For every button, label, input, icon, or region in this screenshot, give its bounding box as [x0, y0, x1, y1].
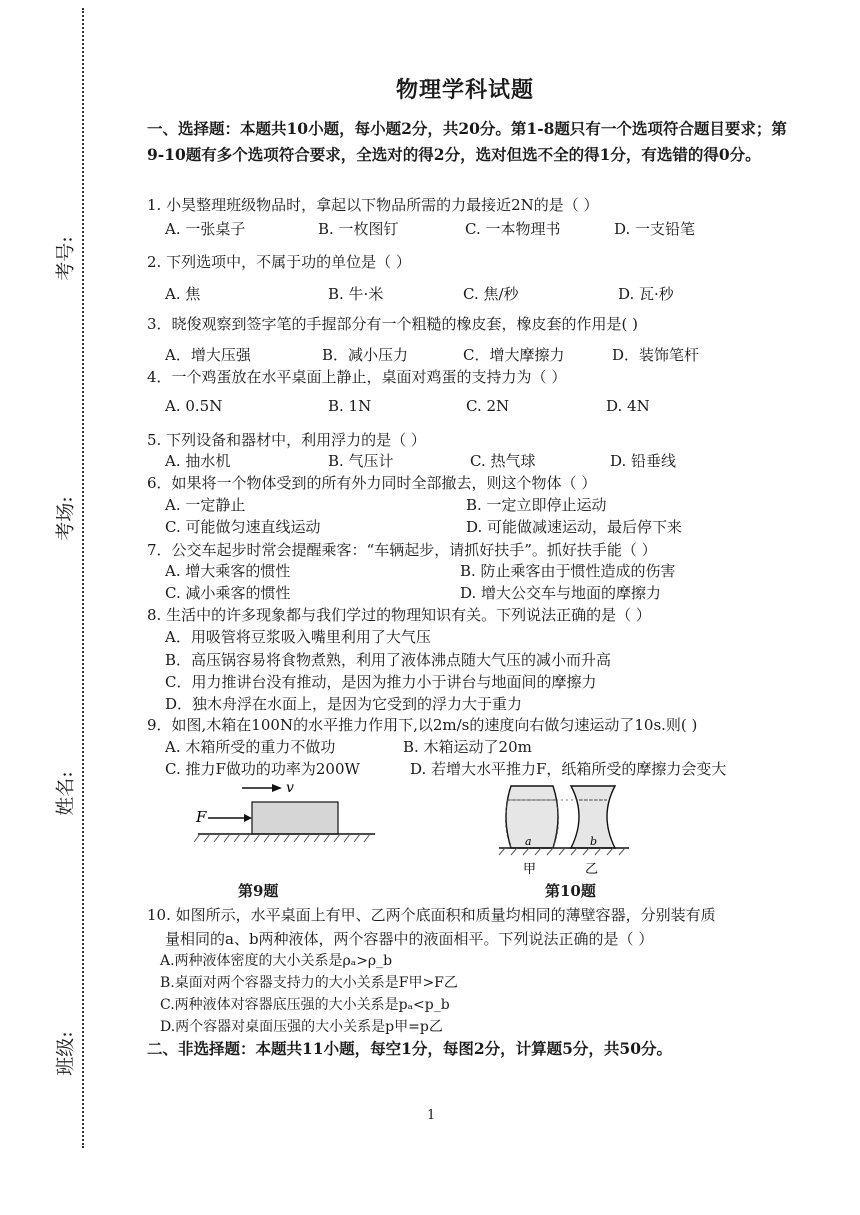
- section-2-heading: 二、非选择题：本题共11小题，每空1分，每图2分，计算题5分，共50分。: [147, 1039, 672, 1058]
- figure-9-caption: 第9题: [238, 882, 279, 900]
- q4-option-d: D. 4N: [606, 397, 650, 415]
- q5-option-b: B. 气压计: [328, 452, 394, 470]
- velocity-label: v: [286, 780, 294, 796]
- class-label: 班级:: [54, 1031, 77, 1076]
- q2-option-a: A. 焦: [165, 285, 201, 303]
- liquid-a-label: a: [525, 835, 532, 848]
- q7-option-a: A. 增大乘客的惯性: [165, 562, 291, 580]
- figure-10-diagram: [495, 778, 635, 878]
- q9-option-a: A. 木箱所受的重力不做功: [165, 738, 336, 756]
- q2-option-c: C. 焦/秒: [463, 285, 519, 303]
- question-3-stem: 3．晓俊观察到签字笔的手握部分有一个粗糙的橡皮套，橡皮套的作用是( ): [147, 315, 639, 333]
- q4-option-c: C. 2N: [466, 397, 510, 415]
- question-7-stem: 7．公交车起步时常会提醒乘客：“车辆起步，请抓好扶手”。抓好扶手能（ ）: [147, 541, 657, 559]
- q4-option-a: A. 0.5N: [165, 397, 223, 415]
- q5-option-d: D. 铅垂线: [610, 452, 677, 470]
- force-label: F: [196, 808, 207, 826]
- q8-option-c: C．用力推讲台没有推动，是因为推力小于讲台与地面间的摩擦力: [165, 673, 597, 691]
- q7-option-d: D. 增大公交车与地面的摩擦力: [460, 584, 662, 602]
- q9-option-c: C. 推力F做功的功率为200W: [165, 760, 360, 778]
- exam-room-label: 考场:: [54, 496, 77, 541]
- container-jia: [506, 786, 558, 848]
- q2-option-b: B. 牛·米: [328, 285, 384, 303]
- question-2-stem: 2. 下列选项中，不属于功的单位是（ ）: [147, 253, 411, 271]
- q5-option-c: C. 热气球: [470, 452, 536, 470]
- q1-option-d: D. 一支铅笔: [614, 220, 696, 238]
- label-jia: 甲: [523, 862, 537, 877]
- figure-9-diagram: [190, 772, 380, 852]
- q8-option-a: A．用吸管将豆浆吸入嘴里利用了大气压: [165, 628, 431, 646]
- question-10-stem-line-1: 10. 如图所示，水平桌面上有甲、乙两个底面积和质量均相同的薄壁容器，分别装有质: [147, 906, 716, 924]
- q9-option-d: D. 若增大水平推力F，纸箱所受的摩擦力会变大: [410, 760, 727, 778]
- q2-option-d: D. 瓦·秒: [618, 285, 674, 303]
- question-10-stem-line-2: 量相同的a、b两种液体，两个容器中的液面相平。下列说法正确的是（ ）: [165, 930, 654, 948]
- q10-option-d: D.两个容器对桌面压强的大小关系是p甲=p乙: [160, 1019, 443, 1035]
- q6-option-a: A. 一定静止: [165, 496, 246, 514]
- q3-option-c: C．增大摩擦力: [463, 346, 565, 364]
- q10-option-c: C.两种液体对容器底压强的大小关系是pₐ<p_b: [160, 997, 450, 1013]
- q7-option-c: C. 减小乘客的惯性: [165, 584, 291, 602]
- q3-option-d: D．装饰笔杆: [612, 346, 700, 364]
- q10-option-a: A.两种液体密度的大小关系是ρₐ>ρ_b: [160, 953, 393, 969]
- student-name-label: 姓名:: [54, 771, 77, 816]
- q1-option-b: B. 一枚图钉: [318, 220, 399, 238]
- q5-option-a: A. 抽水机: [165, 452, 231, 470]
- figure-10-caption: 第10题: [545, 882, 596, 900]
- question-9-stem: 9．如图,木箱在100N的水平推力作用下,以2m/s的速度向右做匀速运动了10s.则( ): [147, 716, 698, 734]
- q3-option-a: A．增大压强: [165, 346, 251, 364]
- q6-option-c: C. 可能做匀速直线运动: [165, 518, 321, 536]
- q4-option-b: B. 1N: [328, 397, 372, 415]
- label-yi: 乙: [585, 862, 599, 877]
- binding-dotted-line: [82, 8, 84, 1148]
- page-number: 1: [427, 1108, 436, 1123]
- question-5-stem: 5. 下列设备和器材中，利用浮力的是（ ）: [147, 431, 426, 449]
- q1-option-a: A. 一张桌子: [165, 220, 246, 238]
- q3-option-b: B．减小压力: [322, 346, 409, 364]
- q6-option-b: B. 一定立即停止运动: [466, 496, 607, 514]
- q6-option-d: D. 可能做减速运动，最后停下来: [466, 518, 683, 536]
- q9-option-b: B. 木箱运动了20m: [403, 738, 532, 756]
- question-4-stem: 4．一个鸡蛋放在水平桌面上静止，桌面对鸡蛋的支持力为（ ）: [147, 368, 567, 386]
- q8-option-b: B．高压锅容易将食物煮熟，利用了液体沸点随大气压的减小而升高: [165, 651, 612, 669]
- question-8-stem: 8. 生活中的许多现象都与我们学过的物理知识有关。下列说法正确的是（ ）: [147, 606, 651, 624]
- question-1-stem: 1. 小昊整理班级物品时，拿起以下物品所需的力最接近2N的是（ ）: [147, 196, 599, 214]
- wooden-box: [252, 802, 338, 834]
- section-1-heading: 一、选择题：本题共10小题，每小题2分，共20分。第1-8题只有一个选项符合题目要求；第9-10题有多个选项符合要求，全选对的得2分，选对但选不全的得1分，有选错的得0分。: [147, 119, 787, 164]
- page-title: 物理学科试题: [395, 77, 534, 103]
- q10-option-b: B.桌面对两个容器支持力的大小关系是F甲>F乙: [160, 975, 458, 991]
- q7-option-b: B. 防止乘客由于惯性造成的伤害: [460, 562, 676, 580]
- exam-number-label: 考号:: [54, 236, 77, 281]
- q1-option-c: C. 一本物理书: [465, 220, 561, 238]
- question-6-stem: 6．如果将一个物体受到的所有外力同时全部撤去，则这个物体（ ）: [147, 474, 597, 492]
- q8-option-d: D．独木舟浮在水面上，是因为它受到的浮力大于重力: [165, 695, 523, 713]
- liquid-b-label: b: [590, 835, 598, 848]
